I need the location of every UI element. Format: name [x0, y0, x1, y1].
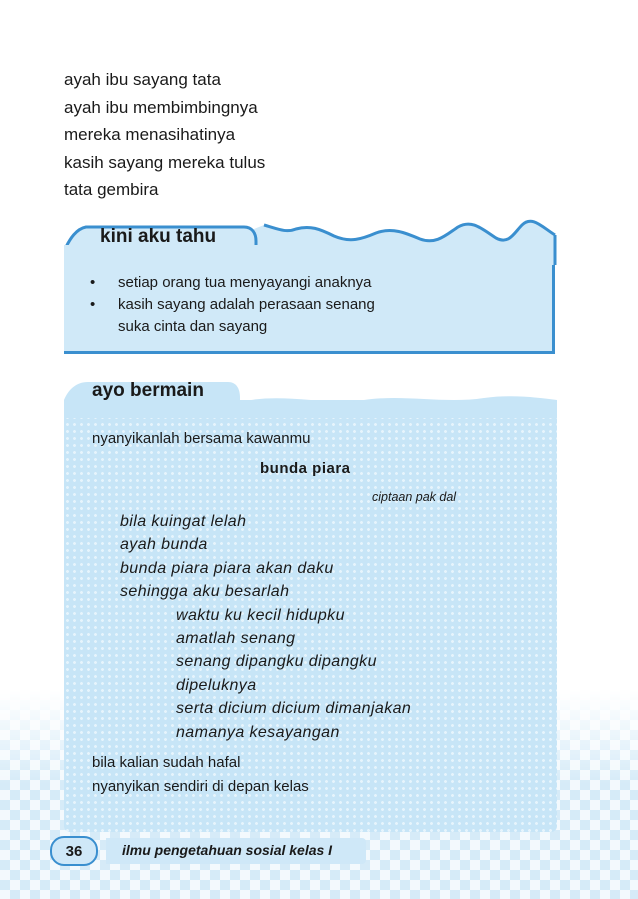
intro-line: ayah ibu membimbingnya — [64, 97, 258, 117]
list-item: • setiap orang tua menyayangi anaknya — [90, 272, 375, 294]
song-title: bunda piara — [260, 460, 351, 477]
lyric-line: namanya kesayangan — [176, 723, 340, 741]
lyric-line: waktu ku kecil hidupku — [176, 606, 345, 624]
lyric-line: bila kuingat lelah — [120, 513, 247, 530]
song-instruction: nyanyikanlah bersama kawanmu — [92, 430, 311, 447]
lyric-line: sehingga aku besarlah — [120, 583, 290, 601]
intro-poem — [64, 66, 464, 204]
intro-line: kasih sayang mereka tulus — [64, 152, 266, 172]
kini-aku-tahu-list — [90, 272, 375, 338]
lyric-line: amatlah senang — [176, 630, 296, 648]
book-title: ilmu pengetahuan sosial kelas I — [122, 842, 333, 858]
page-number: 36 — [50, 836, 98, 866]
lyric-line: serta dicium dicium dimanjakan — [176, 700, 412, 718]
closing-line: bila kalian sudah hafal — [92, 754, 241, 771]
bullet-icon: • — [90, 296, 96, 313]
lyric-line: dipeluknya — [176, 676, 257, 694]
intro-line: mereka menasihatinya — [64, 125, 236, 144]
song-author: ciptaan pak dal — [372, 490, 457, 504]
closing-line: nyanyikan sendiri di depan kelas — [92, 778, 309, 795]
intro-line: tata gembira — [64, 180, 159, 199]
list-item: • kasih sayang adalah perasaan senang — [90, 294, 375, 316]
song-lyrics — [120, 510, 411, 744]
intro-line: ayah ibu sayang tata — [64, 70, 221, 89]
ayo-bermain-title: ayo bermain — [92, 380, 204, 401]
list-item-continuation: suka cinta dan sayang — [118, 318, 268, 335]
kini-aku-tahu-title: kini aku tahu — [100, 226, 217, 247]
bullet-icon: • — [90, 274, 96, 291]
lyric-line: ayah bunda — [120, 536, 208, 554]
lyric-line: bunda piara piara akan daku — [120, 559, 334, 577]
lyric-line: senang dipangku dipangku — [176, 653, 377, 671]
